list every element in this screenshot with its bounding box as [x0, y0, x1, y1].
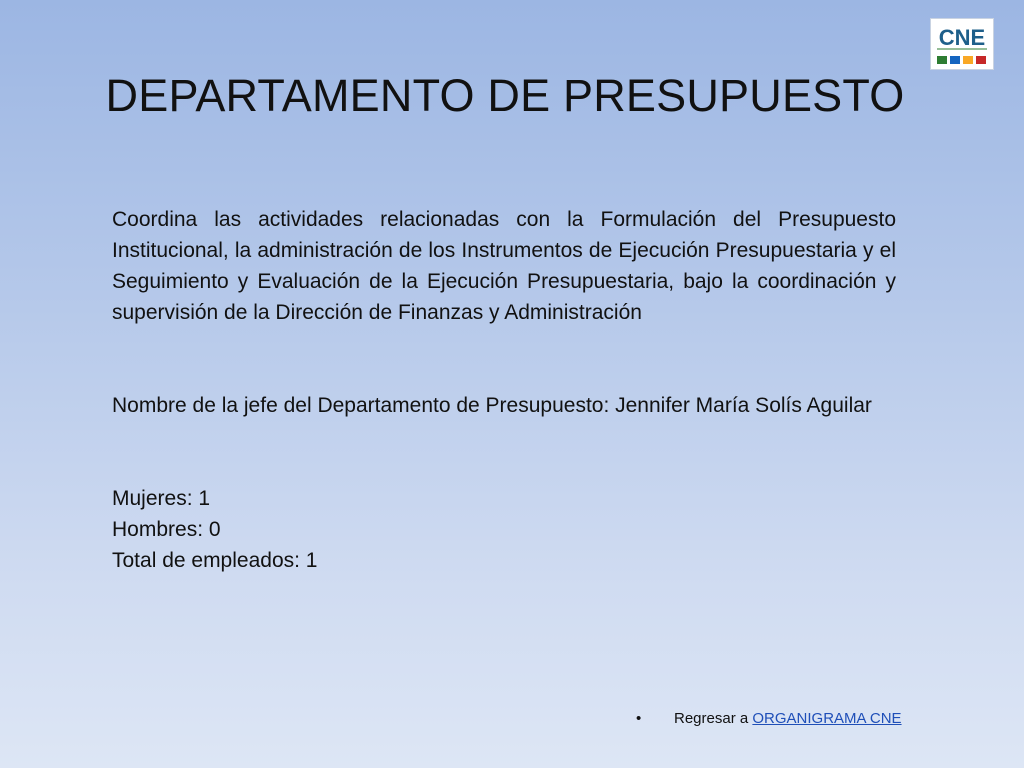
total-employees: Total de empleados: 1 [112, 549, 318, 572]
organigrama-link[interactable]: ORGANIGRAMA CNE [752, 710, 902, 727]
return-prefix: Regresar a [674, 710, 753, 727]
department-chief: Nombre de la jefe del Departamento de Presupuesto: Jennifer María Solís Aguilar [112, 394, 872, 417]
cne-logo-graphic [931, 19, 993, 69]
return-item [636, 708, 902, 730]
department-description: Coordina las actividades relacionadas con la Formulación del Presupuesto Institucional, la administración de los Instrumentos de Ejecución Presupuestaria y el Seguimiento y Evaluación de la Ejecución Presupuestaria, bajo la coordinación y supervisión de la Dirección de Finanzas y Administración [112, 208, 896, 324]
page-title: DEPARTAMENTO DE PRESUPUESTO [105, 70, 905, 121]
men-count: Hombres: 0 [112, 518, 221, 541]
bullet-icon: • [636, 710, 642, 727]
cne-logo [930, 18, 994, 70]
employee-counts [112, 483, 896, 576]
women-count: Mujeres: 1 [112, 487, 211, 510]
main-content [112, 204, 896, 576]
cne-logo-text: CNE [938, 25, 986, 50]
